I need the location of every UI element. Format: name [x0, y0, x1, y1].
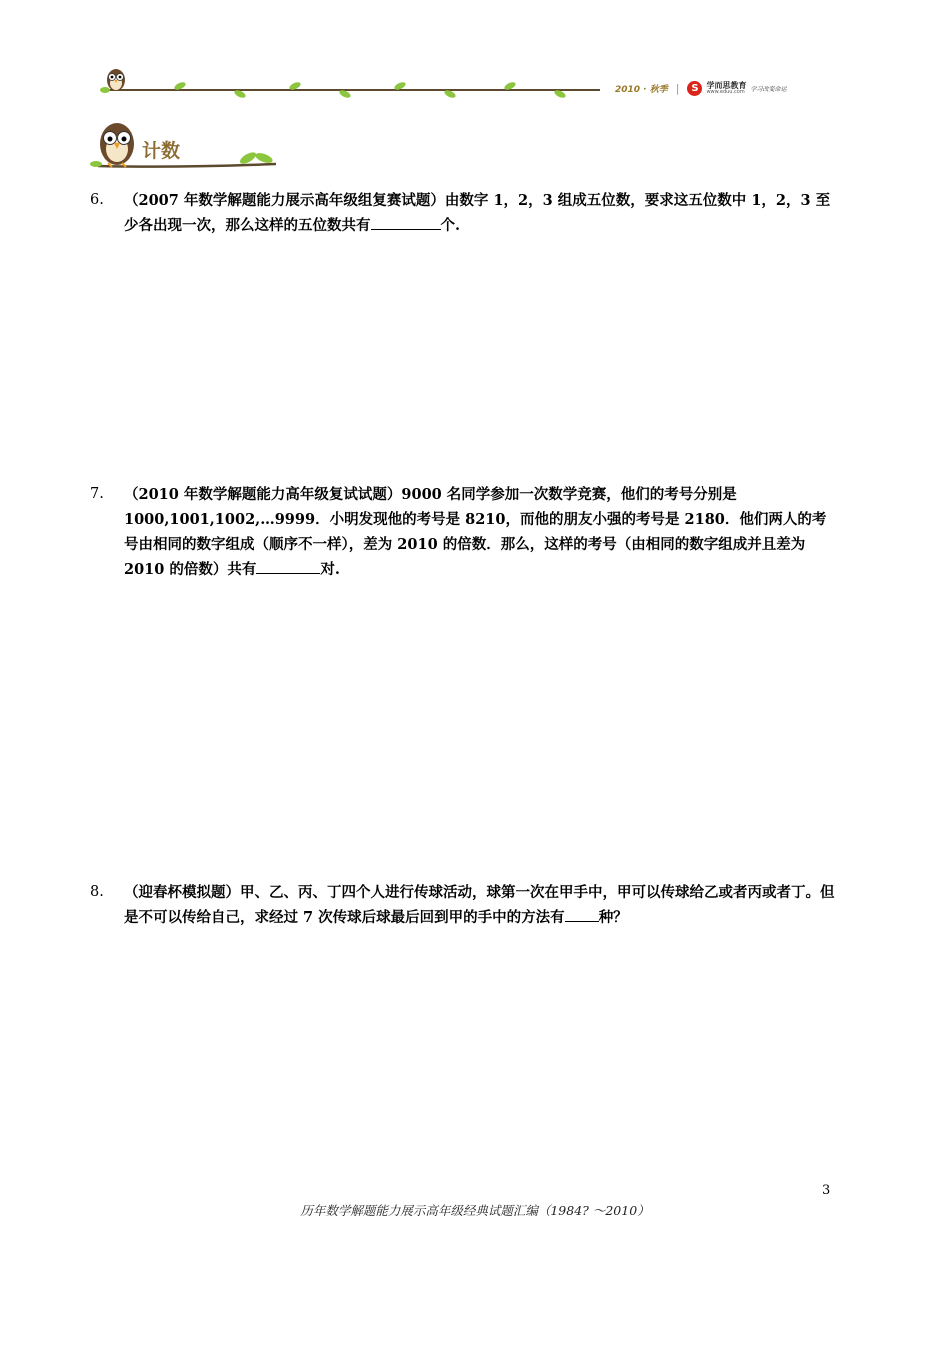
problem-text [124, 880, 835, 930]
problem-7 [90, 482, 835, 582]
brand-logo [687, 81, 786, 96]
header-separator: | [675, 81, 680, 95]
header-brand [615, 78, 786, 98]
logo-name: 学而思教育 [706, 80, 747, 90]
problem-number: 7. [90, 486, 104, 502]
problem-stem: （迎春杯模拟题）甲、乙、丙、丁四个人进行传球活动，球第一次在甲手中，甲可以传球给乙或者丙或者丁。但是不可以传给自己，求经过 7 次传球后球最后回到甲的手中的方法有 [124, 884, 835, 926]
answer-blank [256, 557, 320, 574]
problem-6 [90, 188, 835, 238]
problem-tail: 个. [440, 217, 461, 234]
owl-icon [100, 123, 134, 167]
section-banner [88, 118, 283, 178]
section-title: 计数 [142, 140, 181, 162]
answer-blank [371, 213, 441, 230]
page-number: 3 [822, 1183, 831, 1198]
problem-number: 6. [90, 192, 104, 208]
branch-decoration [90, 60, 610, 105]
problem-text [124, 188, 835, 238]
problem-text [124, 482, 835, 582]
problem-tail: 种？ [598, 909, 628, 926]
page-footer: 历年数学解题能力展示高年级经典试题汇编（1984? ～2010） [300, 1203, 650, 1218]
problem-tail: 对. [320, 561, 340, 578]
season-label: 2010 · 秋季 [615, 84, 668, 95]
problem-number: 8. [90, 884, 104, 900]
page-header [0, 0, 950, 110]
logo-url: www.eduu.com [706, 88, 745, 95]
owl-icon [107, 69, 125, 91]
logo-icon: S [687, 81, 702, 96]
logo-slogan: 学习改变命运 [750, 85, 787, 93]
problem-stem: （2007 年数学解题能力展示高年级组复赛试题）由数字 1，2，3 组成五位数，要求这五位数中 1，2，3 至少各出现一次，那么这样的五位数共有 [124, 192, 831, 234]
problem-stem: （2010 年数学解题能力高年级复试试题）9000 名同学参加一次数学竞赛，他们的考号分别是1000,1001,1002,…9999．小明发现他的考号是 8210，而他的朋友小强的考号是 2180．他们两人的考号由相同的数字组成（顺序不一样），差为 2010 的倍数．那么，这样的考号（由相同的数字组成并且差为 2010 的倍数）共有 [124, 486, 827, 578]
answer-blank [565, 905, 599, 922]
problem-8 [90, 880, 835, 930]
